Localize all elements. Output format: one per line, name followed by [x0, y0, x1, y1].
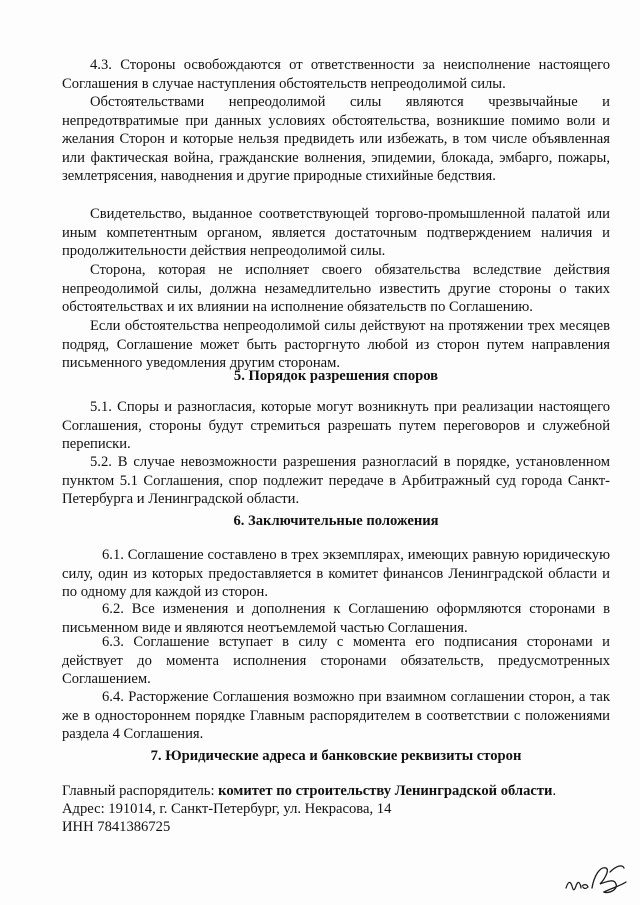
distributor-inn: ИНН 7841386725: [62, 819, 171, 835]
clause-5-1: 5.1. Споры и разногласия, которые могут возникнуть при реализации настоящего Соглашения, стороны будут стремиться разрешать путем переговоров и служебной переписки.: [62, 399, 610, 453]
force-majeure-notification: Сторона, которая не исполняет своего обязательства вследствие действия непреодолимой силы, должна незамедлительно известить другие стороны о таких обстоятельствах и их влиянии на исполнение обязательств по Соглашению.: [62, 262, 610, 316]
clause-6-1: 6.1. Соглашение составлено в трех экземплярах, имеющих равную юридическую силу, один из которых предоставляется в комитет финансов Ленинградской области и по одному для каждой из сторон.: [62, 547, 610, 601]
signature-initials: [560, 858, 630, 898]
section-6-heading: 6. Заключительные положения: [233, 513, 439, 529]
distributor-address: Адрес: 191014, г. Санкт-Петербург, ул. Некрасова, 14: [62, 801, 392, 817]
section-5-heading: 5. Порядок разрешения споров: [233, 368, 439, 384]
section-7-heading: 7. Юридические адреса и банковские реквизиты сторон: [150, 748, 522, 764]
clause-6-2: 6.2. Все изменения и дополнения к Соглашению оформляются сторонами в письменном виде и являются неотъемлемой частью Соглашения.: [62, 601, 610, 636]
distributor-name: комитет по строительству Ленинградской области: [218, 783, 553, 799]
distributor-label: Главный распорядитель:: [62, 783, 219, 799]
clause-4-3-paragraph: 4.3. Стороны освобождаются от ответственности за неисполнение настоящего Соглашения в случае наступления обстоятельств непреодолимой силы.: [62, 57, 610, 92]
clause-6-4: 6.4. Расторжение Соглашения возможно при взаимном соглашении сторон, а так же в одностороннем порядке Главным распорядителем в соответствии с положениями раздела 4 Соглашения.: [62, 689, 610, 743]
force-majeure-certificate: Свидетельство, выданное соответствующей торгово-промышленной палатой или иным компетентным органом, является достаточным подтверждением наличия и продолжительности действия непреодолимой силы.: [62, 206, 610, 260]
distributor-period: .: [552, 783, 557, 799]
distributor-line: [62, 782, 610, 801]
force-majeure-termination: Если обстоятельства непреодолимой силы действуют на протяжении трех месяцев подряд, Соглашение может быть расторгнуто любой из сторон путем направления письменного уведомления другим сторонам.: [62, 318, 610, 372]
force-majeure-definition: Обстоятельствами непреодолимой силы являются чрезвычайные и непредотвратимые при данных условиях обстоятельства, возникшие помимо воли и желания Сторон и которые нельзя предвидеть или избежать, в том числе объявленная или фактическая война, гражданские волнения, эпидемии, блокада, эмбарго, пожары, землетрясения, наводнения и другие природные стихийные бедствия.: [62, 94, 610, 185]
clause-6-3: 6.3. Соглашение вступает в силу с момента его подписания сторонами и действует до момента исполнения сторонами обязательств, предусмотренных Соглашением.: [62, 634, 610, 688]
clause-5-2: 5.2. В случае невозможности разрешения разногласий в порядке, установленном пунктом 5.1 Соглашения, спор подлежит передаче в Арбитражный суд города Санкт-Петербурга и Ленинградской области.: [62, 454, 610, 508]
